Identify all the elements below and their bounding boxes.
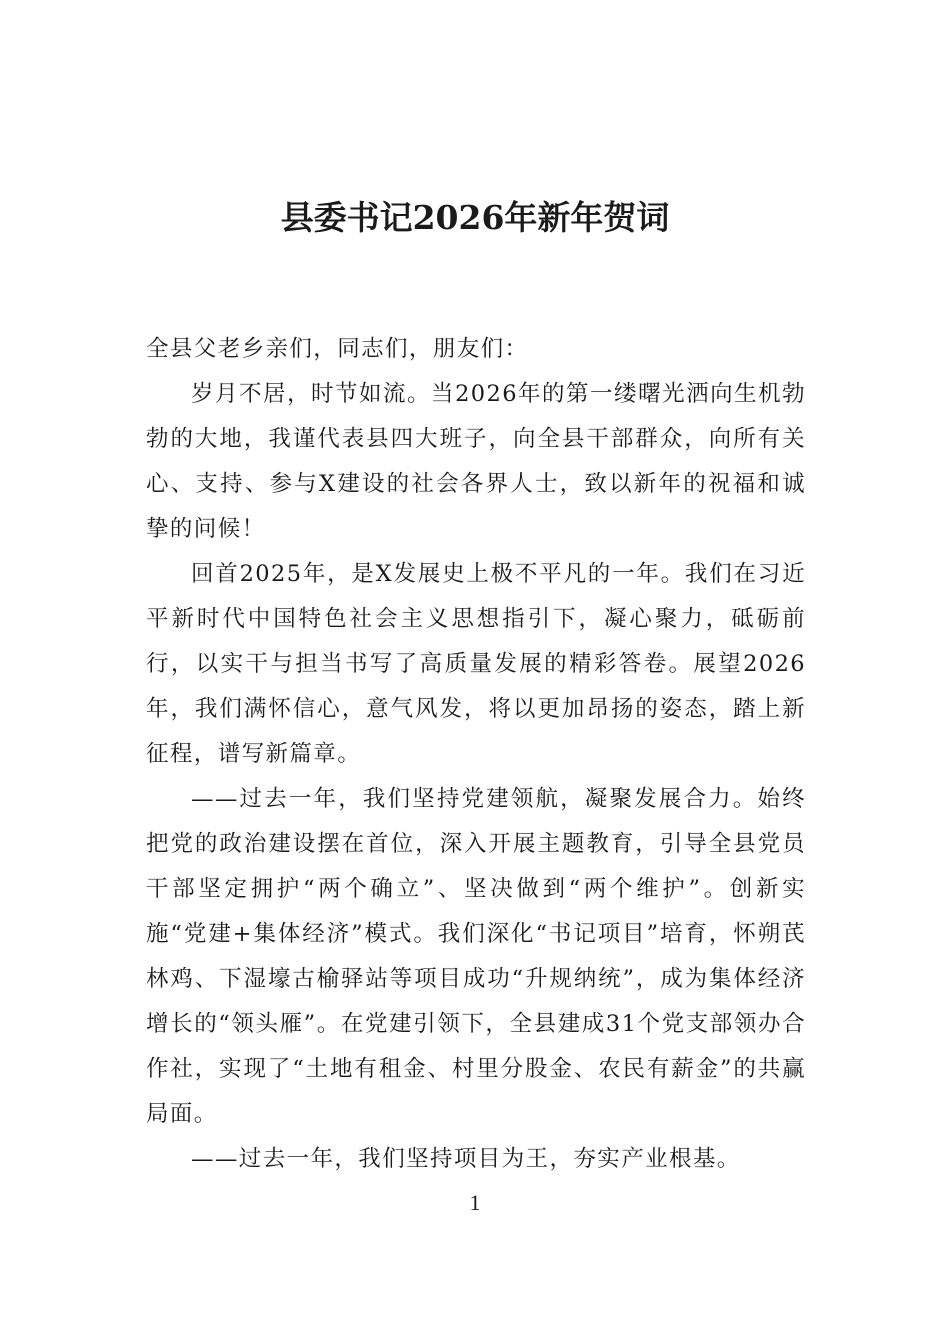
page-number: 1 (469, 1190, 481, 1215)
paragraph-greeting: 岁月不居，时节如流。当2026年的第一缕曙光洒向生机勃勃的大地，我谨代表县四大班子，向全县干部群众，向所有关心、支持、参与X建设的社会各界人士，致以新年的祝福和诚挚的问候！ (146, 381, 806, 542)
paragraph-review: 回首2025年，是X发展史上极不平凡的一年。我们在习近平新时代中国特色社会主义思想指引下，凝心聚力，砥砺前行，以实干与担当书写了高质量发展的精彩答卷。展望2026年，我们满怀信心，意气风发，将以更加昂扬的姿态，踏上新征程，谱写新篇章。 (146, 561, 806, 767)
document-body (146, 327, 806, 1182)
paragraph-projects: ——过去一年，我们坚持项目为王，夯实产业根基。 (191, 1146, 741, 1172)
paragraph-party-building: ——过去一年，我们坚持党建领航，凝聚发展合力。始终把党的政治建设摆在首位，深入开展主题教育，引导全县党员干部坚定拥护“两个确立”、坚决做到“两个维护”。创新实施“党建+集体经济”模式。我们深化“书记项目”培育，怀朔芪林鸡、下湿壕古榆驿站等项目成功“升规纳统”，成为集体经济增长的“领头雁”。在党建引领下，全县建成31个党支部领办合作社，实现了“土地有租金、村里分股金、农民有薪金”的共赢局面。 (146, 786, 806, 1127)
page-title: 县委书记2026年新年贺词 (280, 198, 670, 237)
salutation: 全县父老乡亲们，同志们，朋友们： (146, 336, 529, 362)
